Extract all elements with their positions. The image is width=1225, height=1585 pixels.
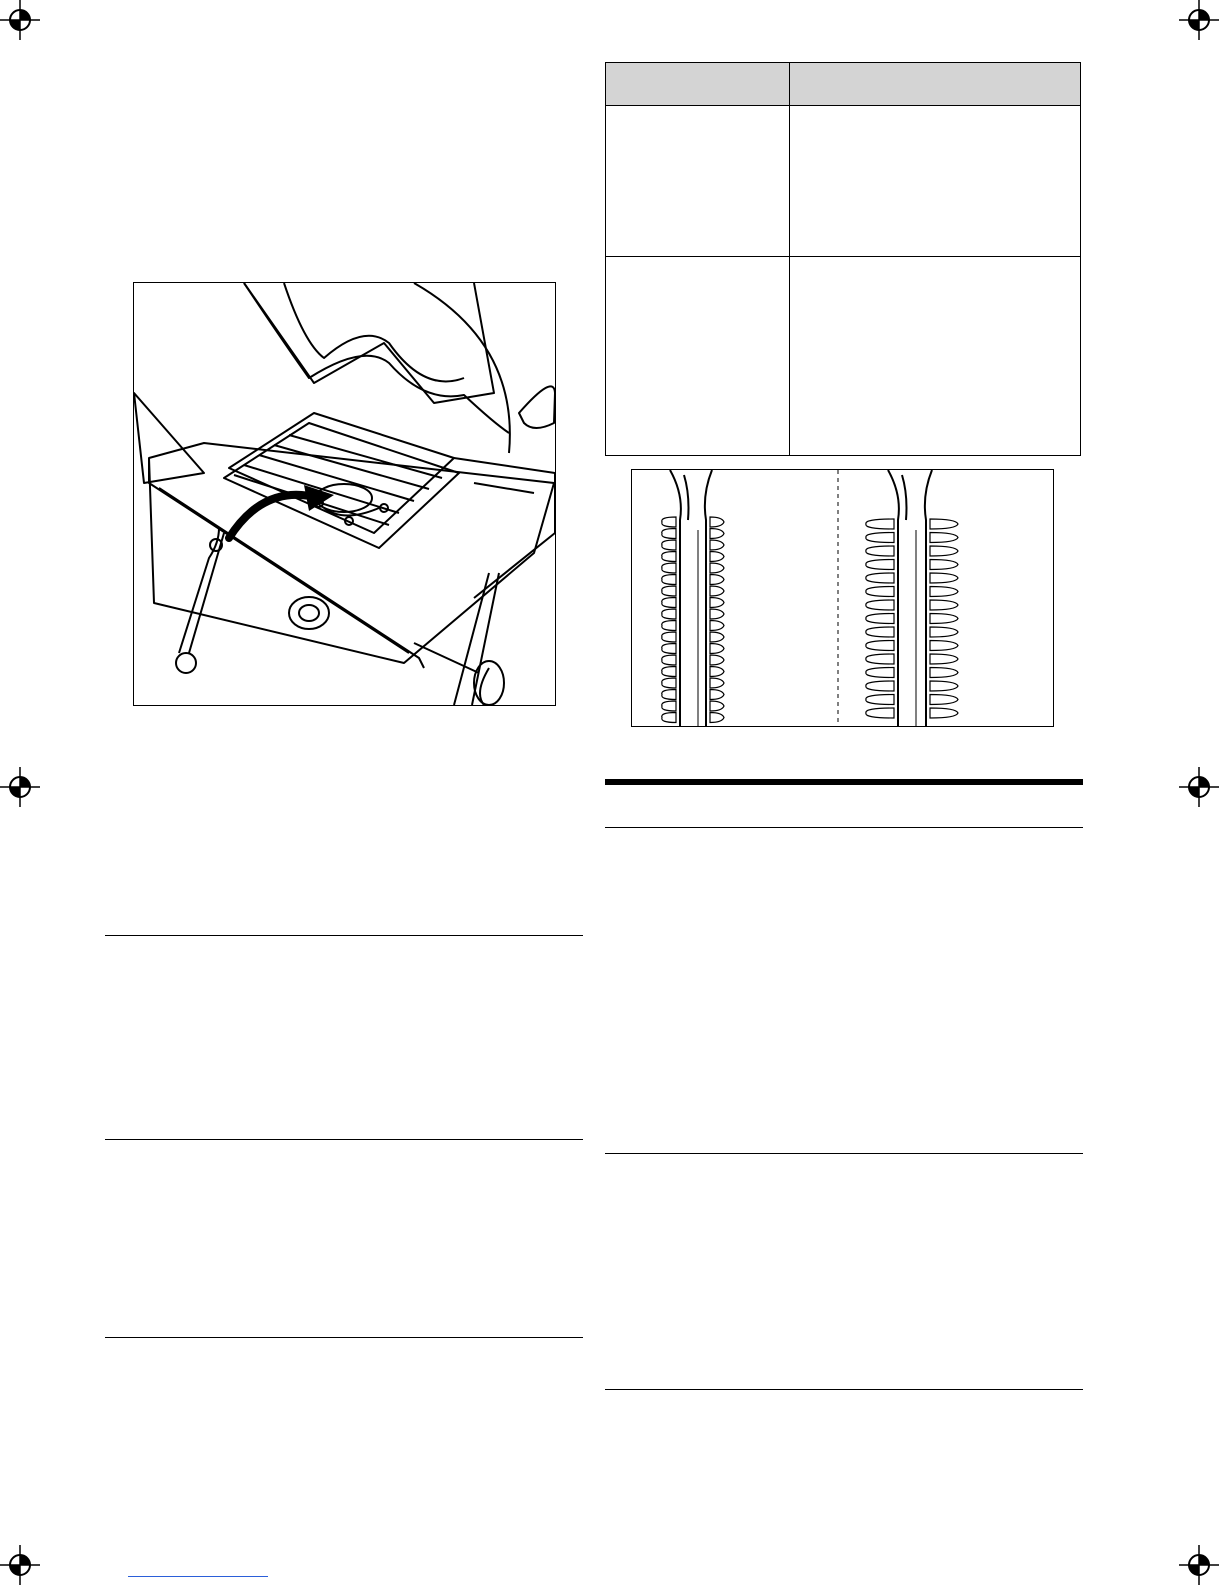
table-row [606,106,1081,257]
spec-table [605,62,1081,456]
table-cell [606,106,790,257]
flame-port-icon [710,667,724,677]
flame-port-icon [662,517,676,527]
flame-port-icon [710,701,724,711]
flame-port-icon [930,681,958,691]
flame-port-icon [710,655,724,665]
flame-port-icon [710,713,724,723]
burner-flame-comparison-illustration [632,470,1053,726]
flame-port-icon [930,627,958,637]
flame-port-icon [866,519,894,529]
flame-port-icon [930,708,958,718]
flame-port-icon [662,644,676,654]
flame-port-icon [866,681,894,691]
flame-port-icon [662,678,676,688]
flame-port-icon [710,586,724,596]
table-row [606,257,1081,456]
grill-lighting-figure [133,282,556,706]
registration-mark-icon [0,767,40,807]
footer-link-underline[interactable] [128,1576,268,1577]
table-header-row [606,63,1081,106]
flame-port-icon [866,546,894,556]
flame-port-icon [710,552,724,562]
flame-port-icon [710,644,724,654]
table-header-cell [606,63,790,106]
flame-port-icon [662,690,676,700]
flame-port-icon [710,609,724,619]
flame-port-icon [930,560,958,570]
flame-port-icon [710,529,724,539]
table-cell [790,257,1081,456]
flame-port-icon [930,600,958,610]
section-rule [605,1153,1083,1154]
flame-port-icon [662,540,676,550]
flame-port-icon [866,641,894,651]
flame-port-icon [930,546,958,556]
flame-port-icon [930,533,958,543]
grill-lighting-illustration [134,283,555,705]
flame-port-icon [930,668,958,678]
flame-port-icon [662,529,676,539]
flame-port-icon [710,632,724,642]
flame-port-icon [866,695,894,705]
registration-mark-icon [0,0,40,40]
registration-mark-icon [1179,0,1219,40]
table-header-cell [790,63,1081,106]
flame-port-icon [710,621,724,631]
flame-port-icon [662,655,676,665]
flame-port-icon [866,573,894,583]
flame-port-icon [662,552,676,562]
flame-port-icon [662,563,676,573]
flame-port-icon [710,563,724,573]
flame-port-icon [866,533,894,543]
flame-port-icon [710,690,724,700]
table-cell [606,257,790,456]
section-rule [605,827,1083,828]
table-cell [790,106,1081,257]
flame-port-icon [662,575,676,585]
flame-port-icon [930,654,958,664]
flame-port-icon [930,614,958,624]
flame-port-icon [710,540,724,550]
registration-mark-icon [0,1545,40,1585]
registration-mark-icon [1179,767,1219,807]
burner-flame-figure [631,469,1054,727]
flame-port-icon [662,632,676,642]
section-rule [105,1337,583,1338]
flame-port-icon [662,609,676,619]
flame-port-icon [866,668,894,678]
section-rule [105,1139,583,1140]
section-rule [105,935,583,936]
flame-port-icon [710,598,724,608]
flame-port-icon [662,667,676,677]
flame-port-icon [866,654,894,664]
flame-port-icon [662,598,676,608]
flame-port-icon [866,587,894,597]
flame-port-icon [866,560,894,570]
flame-port-icon [930,573,958,583]
flame-port-icon [930,641,958,651]
section-rule [605,1389,1083,1390]
flame-port-icon [710,575,724,585]
flame-port-icon [662,586,676,596]
flame-port-icon [710,678,724,688]
flame-port-icon [866,600,894,610]
flame-port-icon [710,517,724,527]
flame-port-icon [930,695,958,705]
flame-port-icon [662,701,676,711]
flame-port-icon [866,614,894,624]
flame-port-icon [662,621,676,631]
flame-port-icon [930,587,958,597]
flame-port-icon [866,708,894,718]
registration-mark-icon [1179,1545,1219,1585]
curved-arrow-icon [229,485,334,538]
flame-port-icon [930,519,958,529]
flame-port-icon [866,627,894,637]
flame-port-icon [662,713,676,723]
section-heading-rule [605,779,1083,785]
